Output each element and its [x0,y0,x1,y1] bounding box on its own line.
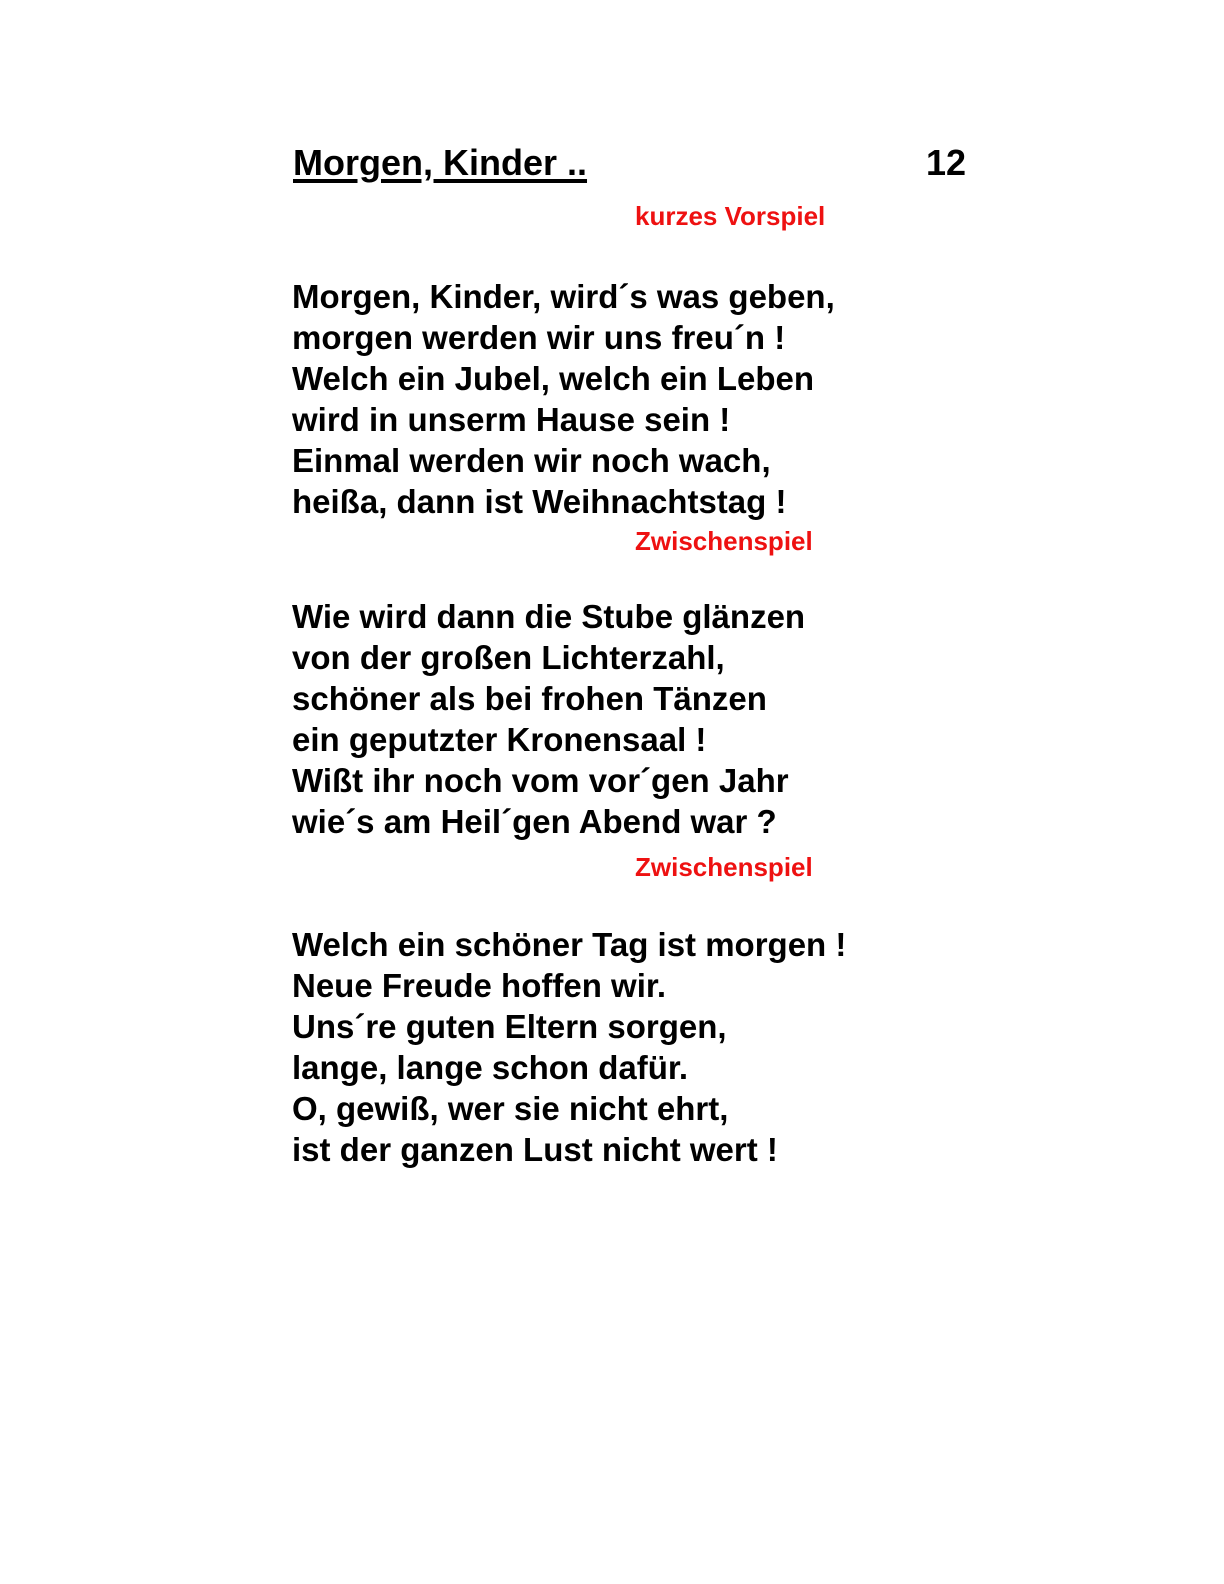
verse-line: Welch ein schöner Tag ist morgen ! [292,926,847,963]
verse-line: Welch ein Jubel, welch ein Leben [292,360,815,397]
verse-line: Morgen, Kinder, wird´s was geben, [292,278,835,315]
intro-label: kurzes Vorspiel [635,201,826,231]
stanza-1 [292,276,835,522]
verse-line: Uns´re guten Eltern sorgen, [292,1008,727,1045]
page-title: Morgen, Kinder .. [293,142,588,183]
verse-line: lange, lange schon dafür. [292,1049,689,1086]
verse-line: Neue Freude hoffen wir. [292,967,667,1004]
stanza-3 [292,924,846,1170]
page-number: 12 [926,142,967,183]
verse-line: heißa, dann ist Weihnachtstag ! [292,483,787,520]
verse-line: Einmal werden wir noch wach, [292,442,771,479]
verse-line: wird in unserm Hause sein ! [292,401,731,438]
verse-line: ein geputzter Kronensaal ! [292,721,707,758]
interlude-label-2: Zwischenspiel [635,852,813,882]
verse-line: von der großen Lichterzahl, [292,639,725,676]
verse-line: morgen werden wir uns freu´n ! [292,319,786,356]
stanza-2 [292,596,805,842]
interlude-label-1: Zwischenspiel [635,526,813,556]
verse-line: O, gewiß, wer sie nicht ehrt, [292,1090,729,1127]
verse-line: ist der ganzen Lust nicht wert ! [292,1131,778,1168]
verse-line: schöner als bei frohen Tänzen [292,680,767,717]
verse-line: Wißt ihr noch vom vor´gen Jahr [292,762,789,799]
verse-line: wie´s am Heil´gen Abend war ? [292,803,777,840]
verse-line: Wie wird dann die Stube glänzen [292,598,806,635]
